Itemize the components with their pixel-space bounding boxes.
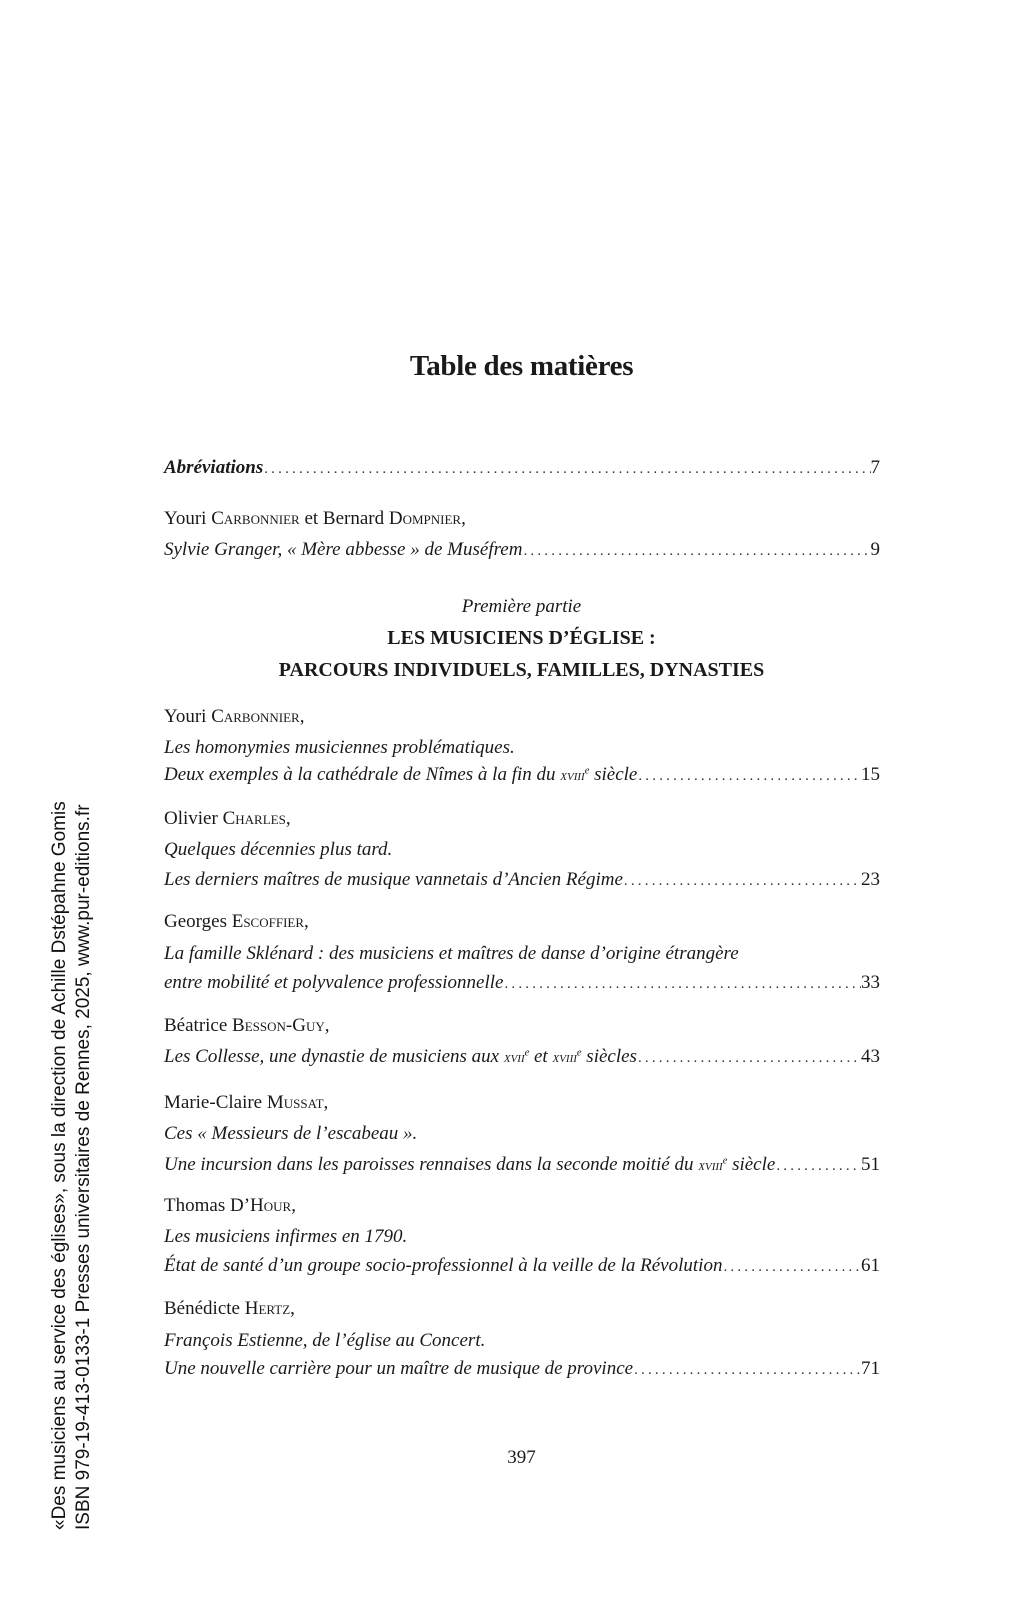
entry-author <box>164 1013 880 1039</box>
page-number: 7 <box>870 457 880 478</box>
toc-entry-6[interactable] <box>164 1253 880 1279</box>
author-suffix: , <box>285 808 291 829</box>
entry-title-line2: Les derniers maîtres de musique vannetais d’Ancien Régime <box>164 869 623 890</box>
entry-title-line1: Les musiciens infirmes en 1790. <box>164 1226 408 1247</box>
author-connector: et <box>304 508 319 529</box>
author-first-name: Marie-Claire <box>164 1092 263 1113</box>
part-title-line2: PARCOURS INDIVIDUELS, FAMILLES, DYNASTIES <box>278 659 765 681</box>
entry-author <box>164 909 880 935</box>
superscript: e <box>584 765 590 777</box>
dot-leader <box>722 1254 861 1280</box>
author-first-name: Olivier <box>164 808 218 829</box>
superscript: e <box>576 1047 582 1059</box>
entry-title-line1: Quelques décennies plus tard. <box>164 839 393 860</box>
dot-leader <box>775 1153 861 1179</box>
entry-title: Sylvie Granger, « Mère abbesse » de Muséfrem <box>164 539 523 560</box>
entry-title-line1: François Estienne, de l’église au Concert. <box>164 1330 486 1351</box>
entry-title-line1: Ces « Messieurs de l’escabeau ». <box>164 1123 418 1144</box>
page-number: 43 <box>861 1046 880 1067</box>
superscript: e <box>722 1155 728 1167</box>
page-title: Table des matières <box>409 350 634 382</box>
entry-title-line2 <box>164 1152 775 1179</box>
entry-author <box>164 1193 880 1219</box>
dot-leader <box>503 971 861 997</box>
title-text: Les Collesse, une dynastie de musiciens aux <box>164 1046 504 1067</box>
toc-entry-1[interactable] <box>164 762 880 788</box>
page-number: 51 <box>861 1154 880 1175</box>
side-watermark <box>48 801 96 1530</box>
toc-entry-3[interactable] <box>164 970 880 996</box>
author-last-name: Besson-Guy <box>232 1015 325 1036</box>
author-last-name: Carbonnier <box>211 706 300 727</box>
author-suffix: , <box>461 508 466 529</box>
dot-leader <box>637 1045 861 1071</box>
author-first-name: Bénédicte <box>164 1298 240 1319</box>
author-first-name: Youri <box>164 508 207 529</box>
title-text: siècle <box>589 764 638 785</box>
toc-entry-abbreviations[interactable] <box>164 455 880 481</box>
entry-title-line2 <box>164 762 637 789</box>
toc-entry-2[interactable] <box>164 867 880 893</box>
entry-title-line1 <box>164 1044 637 1071</box>
superscript: e <box>524 1047 530 1059</box>
author-suffix: , <box>299 706 305 727</box>
entry-author <box>164 704 880 730</box>
side-note-line1: «Des musiciens au service des églises», sous la direction de Achille Dstépahne Gomis <box>49 801 70 1530</box>
dot-leader <box>522 538 870 564</box>
author-suffix: , <box>323 1092 329 1113</box>
page-number: 23 <box>861 869 880 890</box>
author-first-name: Georges <box>164 911 227 932</box>
author-last-name: Dompnier <box>388 508 462 529</box>
dot-leader <box>623 868 861 894</box>
title-text: et <box>529 1046 553 1067</box>
page-number-folio: 397 <box>507 1447 536 1468</box>
century: xviii <box>698 1157 723 1174</box>
title-text: siècle <box>727 1154 776 1175</box>
toc-entry-5[interactable] <box>164 1152 880 1178</box>
author-last-name: Escoffier <box>231 911 305 932</box>
toc-entry-7[interactable] <box>164 1356 880 1382</box>
entry-authors <box>164 506 880 532</box>
entry-author <box>164 1296 880 1322</box>
century: xviii <box>560 767 585 784</box>
dot-leader <box>633 1357 861 1383</box>
century: xvii <box>503 1049 525 1066</box>
author-last-name: D’Hour <box>229 1195 292 1216</box>
title-text: Deux exemples à la cathédrale de Nîmes à la fin du <box>164 764 561 785</box>
part-title-line1: LES MUSICIENS D’ÉGLISE : <box>387 627 656 649</box>
dot-leader <box>637 763 861 789</box>
dot-leader <box>263 456 870 482</box>
entry-title-line2: État de santé d’un groupe socio-professionnel à la veille de la Révolution <box>164 1255 723 1276</box>
author-last-name: Charles <box>222 808 286 829</box>
author-first-name: Béatrice <box>164 1015 228 1036</box>
page-number: 33 <box>861 972 880 993</box>
title-text: Une incursion dans les paroisses rennaises dans la seconde moitié du <box>164 1154 699 1175</box>
toc-entry-homage[interactable] <box>164 537 880 563</box>
author-first-name: Bernard <box>322 508 385 529</box>
entry-title-line1: La famille Sklénard : des musiciens et maîtres de danse d’origine étrangère <box>164 943 739 964</box>
page-number: 15 <box>861 764 880 785</box>
author-last-name: Mussat <box>266 1092 324 1113</box>
page-number: 71 <box>861 1358 880 1379</box>
author-suffix: , <box>324 1015 330 1036</box>
author-suffix: , <box>304 911 309 932</box>
entry-title: Abréviations <box>164 457 264 478</box>
author-suffix: , <box>290 1298 295 1319</box>
side-note-line2: ISBN 979-19-413-0133-1 Presses universitaires de Rennes, 2025, www.pur-editions.fr <box>73 804 94 1530</box>
author-last-name: Hertz <box>244 1298 291 1319</box>
entry-author <box>164 1090 880 1116</box>
author-last-name: Carbonnier <box>211 508 300 529</box>
entry-title-line1: Les homonymies musiciennes problématiques. <box>164 737 515 758</box>
page-number: 9 <box>870 539 880 560</box>
title-text: siècles <box>581 1046 637 1067</box>
author-first-name: Thomas <box>164 1195 226 1216</box>
entry-title-line2: Une nouvelle carrière pour un maître de musique de province <box>164 1358 634 1379</box>
author-suffix: , <box>291 1195 296 1216</box>
part-label: Première partie <box>461 596 582 617</box>
century: xviii <box>552 1049 577 1066</box>
entry-title-line2: entre mobilité et polyvalence professionnelle <box>164 972 504 993</box>
toc-entry-4[interactable] <box>164 1044 880 1070</box>
author-first-name: Youri <box>164 706 207 727</box>
entry-author <box>164 806 880 832</box>
page-number: 61 <box>861 1255 880 1276</box>
